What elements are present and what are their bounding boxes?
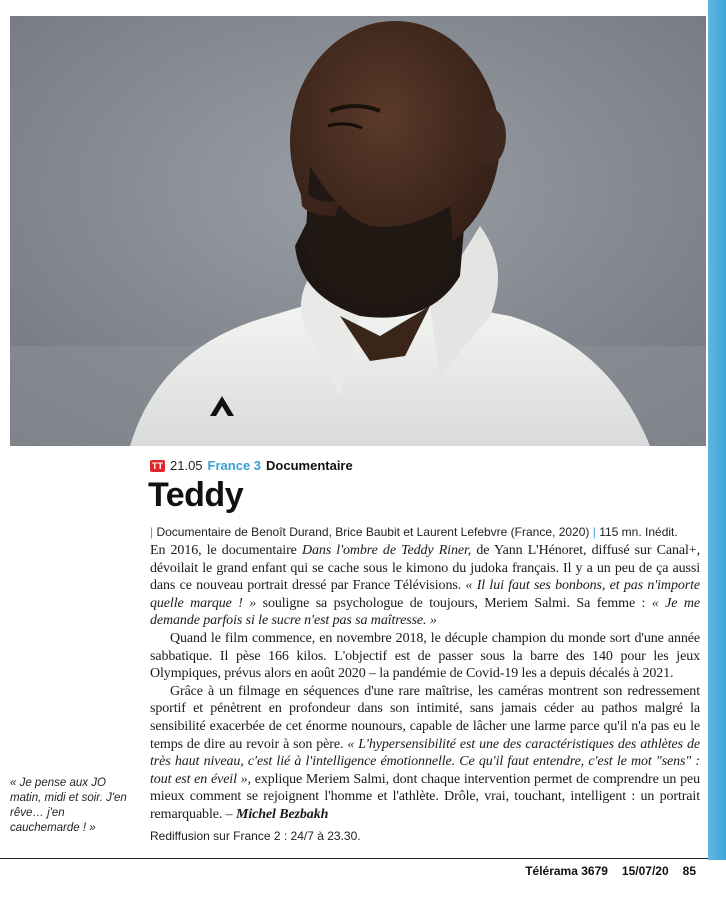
magazine-issue: Télérama 3679 <box>525 864 608 878</box>
hero-photo <box>10 16 706 446</box>
article-body <box>150 542 700 824</box>
page-footer <box>525 864 696 878</box>
duration-text: 115 mn. Inédit. <box>599 525 678 539</box>
paragraph-2: Quand le film commence, en novembre 2018, le décuple champion du monde sort d'une année sabbatique. Il pèse 166 kilos. L'objectif est de passer sous la barre des 140 pour les jeux Olympiques, prévus alors en août 2020 – la pandémie de Covid-19 les a depuis décalés à 2021. <box>150 630 700 682</box>
issue-date: 15/07/20 <box>621 864 669 878</box>
page-edge-bar <box>708 0 726 860</box>
channel-name: France 3 <box>207 458 262 473</box>
pull-quote: « Je pense aux JO matin, midi et soir. J'en rêve… j'en cauchemarde ! » <box>10 777 127 834</box>
broadcast-time: 21.05 <box>170 458 203 473</box>
genre-label: Documentaire <box>266 458 353 473</box>
author-signature: Michel Bezbakh <box>235 806 329 822</box>
program-meta <box>150 458 353 473</box>
footer-divider <box>0 858 708 859</box>
rebroadcast-info: Rediffusion sur France 2 : 24/7 à 23.30. <box>150 829 361 843</box>
article-title: Teddy <box>148 476 244 514</box>
tt-rating-badge: TT <box>152 460 163 471</box>
credits-line: | Documentaire de Benoît Durand, Brice Baubit et Laurent Lefebvre (France, 2020) | 115 mn. Inédit. <box>150 525 678 539</box>
judoka-portrait-photo <box>10 16 706 446</box>
page-number: 85 <box>682 864 696 878</box>
paragraph-3: Grâce à un filmage en séquences d'une rare maîtrise, les caméras montrent son redressement sportif et pénètrent en profondeur dans son intimité, sans jamais céder au pathos malgré la sensibilité exacerbée de cet énorme nounours, capable de lâcher une larme parce qu'il n'a pas eu le temps de dire au revoir à son père. « L'hypersensibilité est une des caractéristiques des athlètes de très haut niveau, c'est lié à l'intelligence émotionnelle. Ce qu'il faut entendre, c'est le mot "sens" : tout est en éveil », explique Meriem Salmi, dont chaque intervention permet de comprendre un peu mieux comment se rejoignent l'homme et l'athlète. Drôle, vrai, touchant, intelligent : un portrait remarquable. – Michel Bezbakh <box>150 683 700 822</box>
credits-text: Documentaire de Benoît Durand, Brice Baubit et Laurent Lefebvre (France, 2020) <box>156 525 590 539</box>
paragraph-1: En 2016, le documentaire Dans l'ombre de Teddy Riner, de Yann L'Hénoret, diffusé sur Canal+, dévoilait le grand enfant qui se cache sous le kimono du judoka français. Il y a un peu de ça aussi dans ce nouveau portrait dressé par France Télévisions. « Il lui faut ses bonbons, et pas n'importe quelle marque ! » souligne sa psychologue de toujours, Meriem Salmi. Sa femme : « Je me demande parfois si le sucre n'est pas sa maîtresse. » <box>150 543 701 629</box>
